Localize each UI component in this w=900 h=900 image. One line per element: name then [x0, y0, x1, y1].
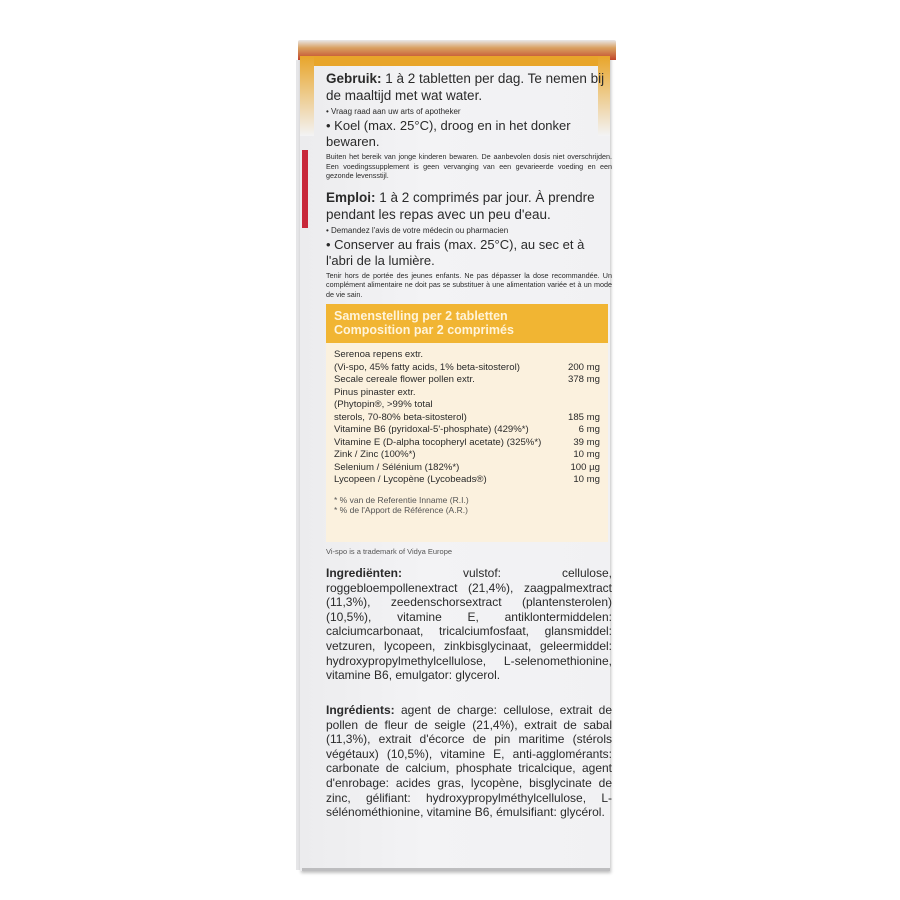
composition-row: [334, 349, 600, 362]
ingredient-amount: 378 mg: [568, 374, 600, 385]
usage-fr-label: Emploi:: [326, 189, 376, 205]
composition-row: [334, 412, 600, 425]
usage-nl-label: Gebruik:: [326, 71, 382, 86]
composition-row: [334, 424, 600, 437]
ingredient-name: Selenium / Sélénium (182%*): [334, 461, 460, 473]
ingredient-name: (Vi-spo, 45% fatty acids, 1% beta-sitosterol): [334, 361, 520, 373]
composition-row: [334, 399, 600, 412]
ingredient-name: Serenoa repens extr.: [334, 349, 424, 360]
ingredient-name: Vitamine E (D-alpha tocopheryl acetate) (325%*): [334, 436, 542, 448]
usage-fr-text: 1 à 2 comprimés par jour. À prendre pendant les repas avec un peu d'eau.: [326, 189, 595, 222]
composition-row: [334, 474, 600, 487]
footnote-ar: * % de l'Apport de Référence (A.R.): [334, 505, 468, 515]
composition-title-fr: Composition par 2 comprimés: [334, 323, 514, 337]
usage-nl: [326, 70, 612, 104]
usage-fr-bullet-storage: • Conserver au frais (max. 25°C), au sec et à l'abri de la lumière.: [326, 236, 585, 268]
ingredient-amount: 10 mg: [573, 449, 600, 460]
ingredient-amount: 185 mg: [568, 411, 600, 423]
ingredient-name: Vitamine B6 (pyridoxal-5'-phosphate) (429%*): [334, 424, 529, 435]
ingredients-nl-label: Ingrediënten:: [326, 566, 403, 580]
ingredients-nl: [326, 566, 612, 683]
composition-title-nl: Samenstelling per 2 tabletten: [334, 309, 508, 323]
ingredient-amount: 100 µg: [570, 461, 600, 473]
ingredient-amount: 200 mg: [568, 361, 600, 373]
ingredient-name: sterols, 70-80% beta-sitosterol): [334, 411, 467, 423]
ingredient-name: (Phytopin®, >99% total: [334, 399, 433, 410]
ingredient-name: Lycopeen / Lycopène (Lycobeads®): [334, 474, 487, 485]
orange-band-left: [300, 56, 314, 136]
orange-band-top: [300, 56, 610, 66]
ingredients-fr: [326, 703, 612, 820]
usage-nl-bullet-advice: • Vraag raad aan uw arts of apotheker: [326, 107, 461, 116]
composition-header: [326, 304, 608, 343]
ingredients-nl-text: vulstof: cellulose, roggebloempollenextract (21,4%), zaagpalmextract (11,3%), zeedenschorsextract (plantensterolen) (10,5%), vitamine E, antiklontermiddelen: calciumcarbonaat, tricalciumfosfaat, glansmiddel: vetzuren, lycopeen, zinkbisglycinaat, geleermiddel: hydroxypropylmethylcellulose, L-selenomethionine, vitamine B6, emulgator: glycerol.: [326, 566, 612, 683]
ingredient-amount: 10 mg: [573, 474, 600, 485]
ingredient-name: Pinus pinaster extr.: [334, 386, 416, 398]
usage-nl-text: 1 à 2 tabletten per dag. Te nemen bij de maaltijd met wat water.: [326, 71, 605, 103]
ingredients-fr-text: agent de charge: cellulose, extrait de pollen de fleur de seigle (21,4%), extrait de sabal (11,3%), extrait d'écorce de pin maritime (stérols végétaux) (10,5%), vitamine E, anti-agglomérants: carbonate de calcium, phosphate tricalcique, agent d'enrobage: acides gras, lycopène, bisglycinate de zinc, gélifiant: hydroxypropylméthylcellulose, L-sélénométhionine, vitamine B6, émulsifiant: glycérol.: [326, 703, 612, 820]
usage-nl-warning: Buiten het bereik van jonge kinderen bewaren. De aanbevolen dosis niet overschrijden. Een voedingssupplement is geen vervanging van een gevarieerde voeding en een gezonde levensstijl.: [326, 152, 612, 180]
usage-nl-bullet-storage: • Koel (max. 25°C), droog en in het donker bewaren.: [326, 118, 571, 149]
trademark-note: Vi-spo is a trademark of Vidya Europe: [326, 547, 453, 556]
ingredient-amount: [596, 349, 600, 362]
ingredients-fr-label: Ingrédients:: [326, 703, 395, 717]
composition-footnotes: [326, 487, 608, 516]
composition-panel: [326, 304, 608, 542]
composition-row: [334, 437, 600, 450]
usage-fr: [326, 189, 612, 223]
composition-row: [334, 449, 600, 462]
ingredient-name: Secale cereale flower pollen extr.: [334, 374, 475, 385]
ingredient-amount: [596, 399, 600, 412]
ingredient-amount: 6 mg: [578, 424, 600, 435]
ingredient-amount: [596, 387, 600, 400]
ingredient-name: Zink / Zinc (100%*): [334, 449, 416, 460]
composition-row: [334, 374, 600, 387]
composition-row: [334, 387, 600, 400]
red-accent-strip: [302, 150, 308, 228]
composition-row: [334, 462, 600, 475]
usage-section: [326, 70, 612, 299]
ingredient-amount: 39 mg: [573, 436, 600, 448]
box-bottom-edge: [302, 868, 610, 871]
usage-fr-bullet-advice: • Demandez l'avis de votre médecin ou pharmacien: [326, 225, 509, 235]
usage-fr-warning: Tenir hors de portée des jeunes enfants. Ne pas dépasser la dose recommandée. Un complément alimentaire ne doit pas se substituer à une alimentation variée et à un mode de vie sain.: [326, 270, 612, 299]
composition-table: [326, 343, 608, 487]
footnote-ri: * % van de Referentie Inname (R.I.): [334, 494, 469, 505]
composition-row: [334, 362, 600, 375]
